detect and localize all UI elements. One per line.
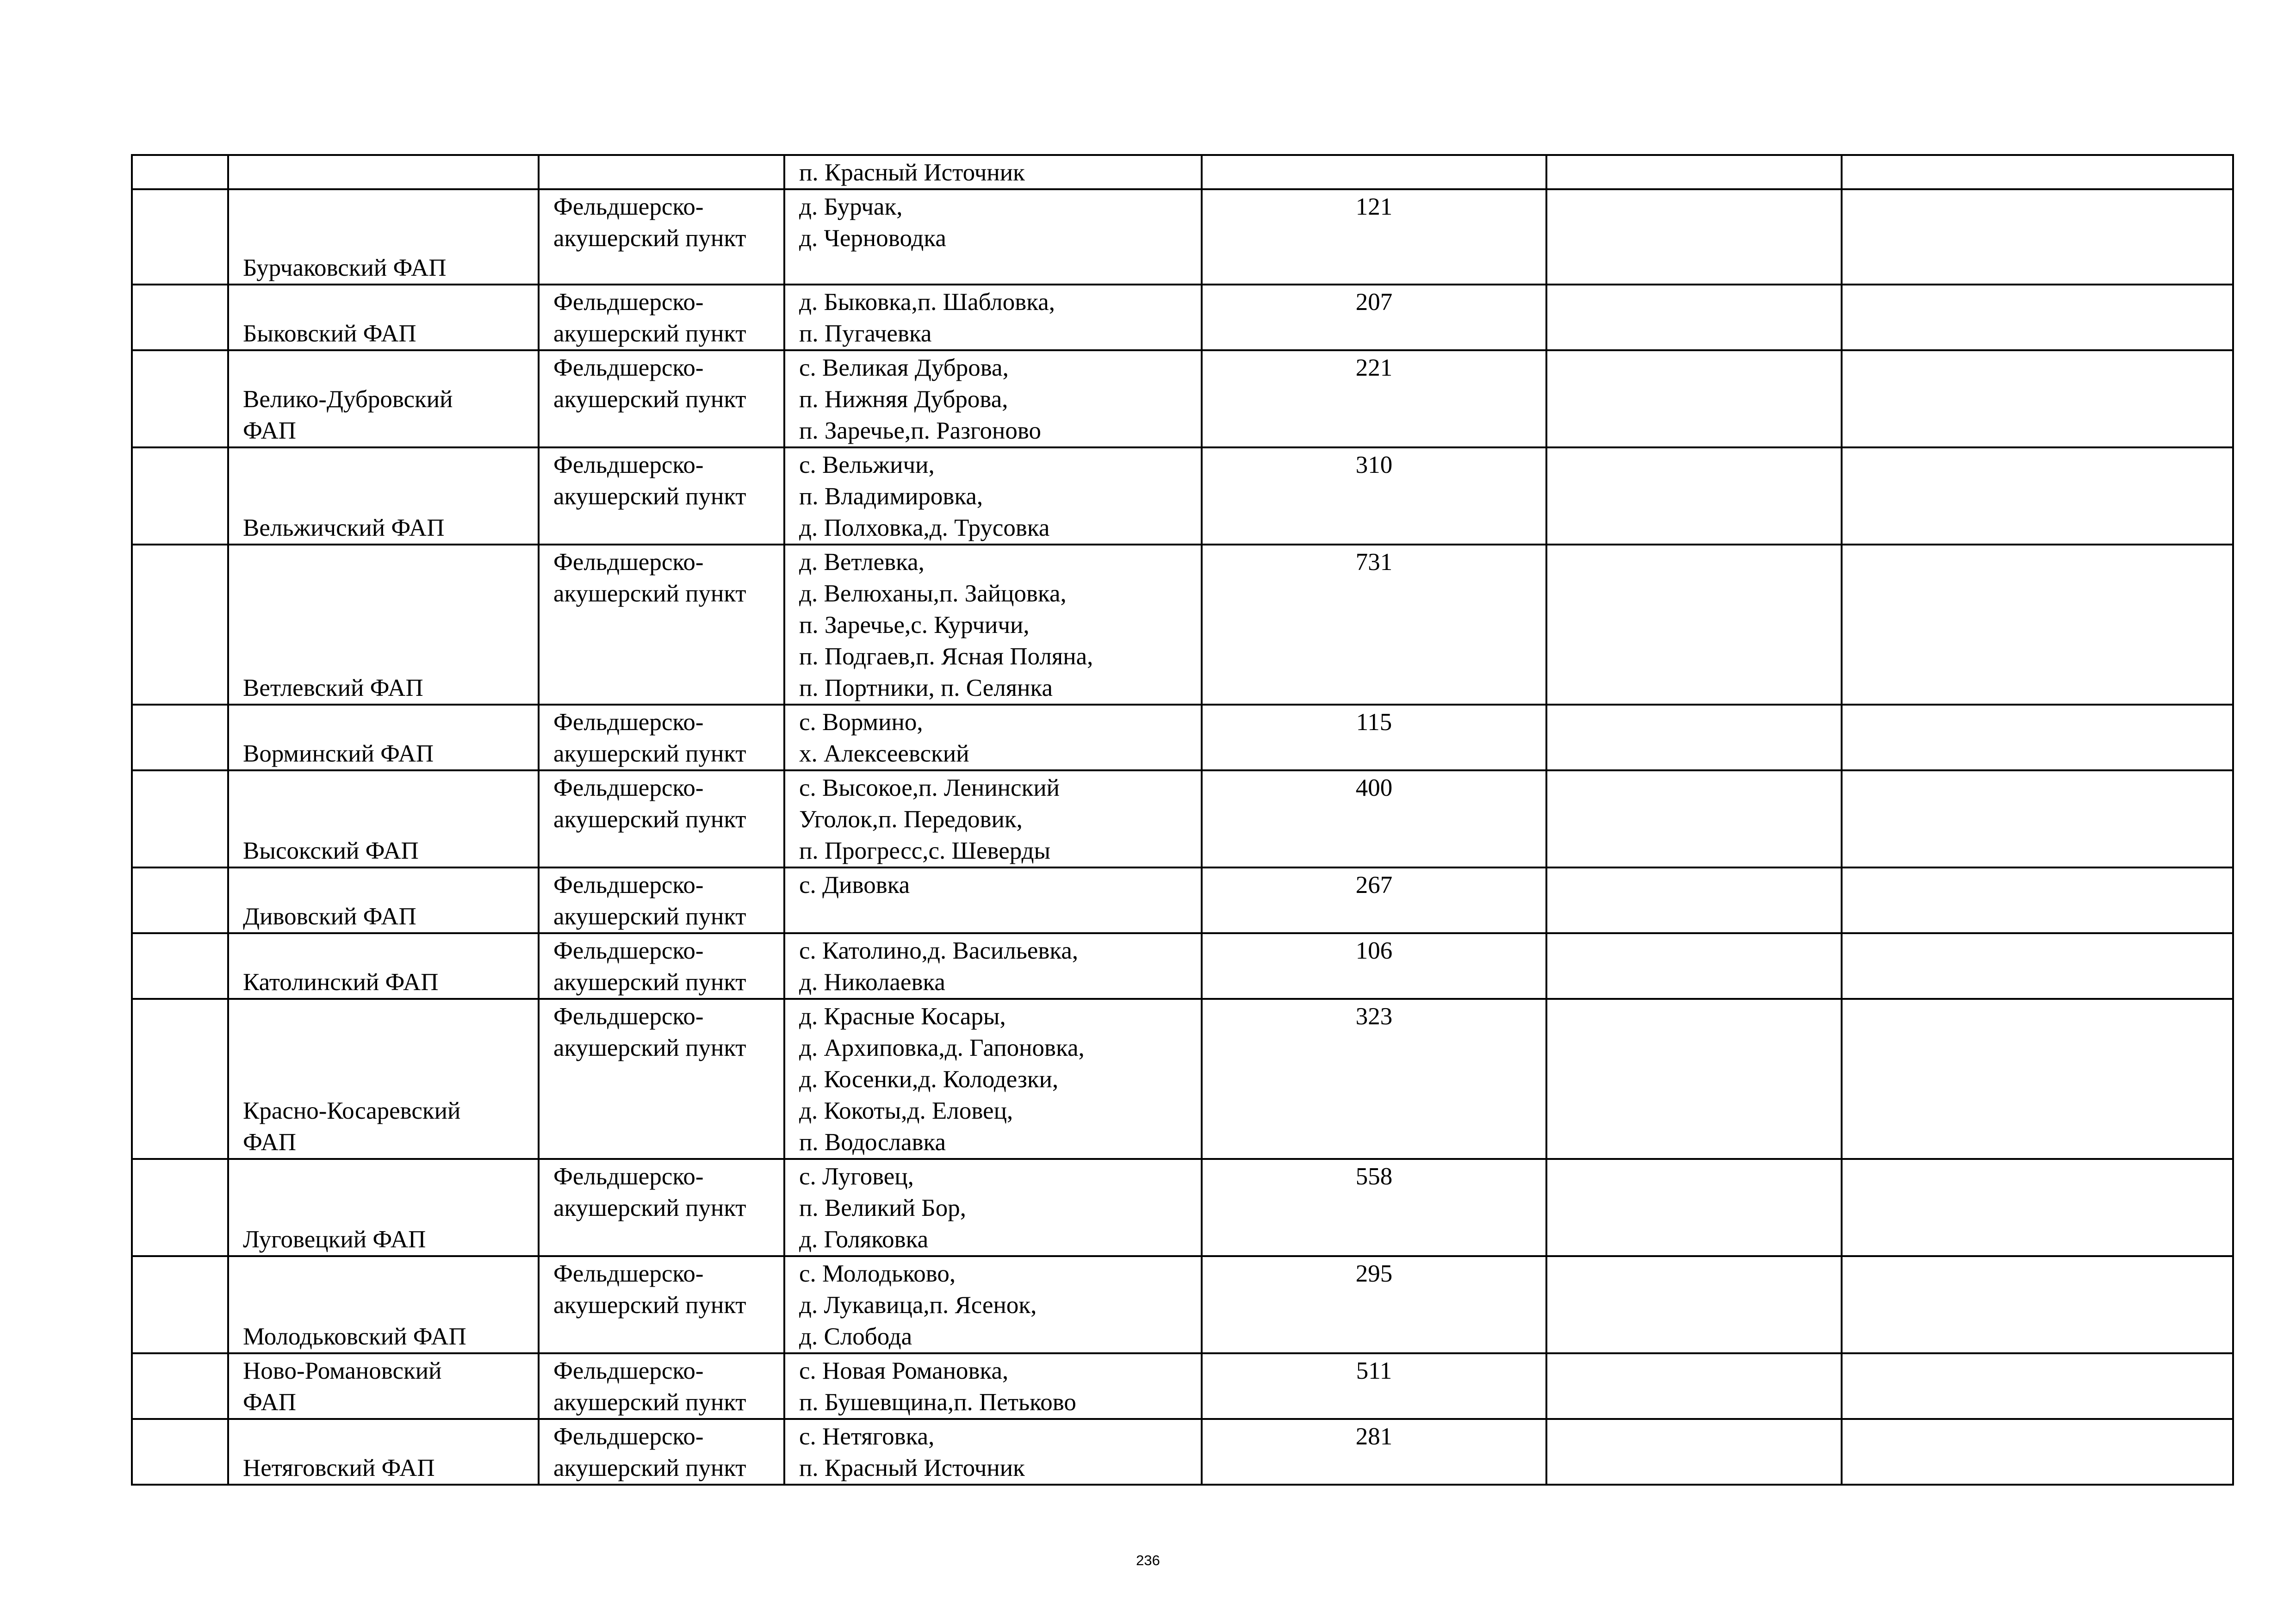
row-number-cell: [132, 1256, 228, 1353]
facility-type-cell: Фельдшерско- акушерский пункт: [539, 999, 784, 1159]
empty-cell: [1546, 447, 1842, 545]
table-row: [132, 705, 2233, 770]
table-row: [132, 285, 2233, 350]
row-number-cell: [132, 155, 228, 189]
empty-cell: [1842, 770, 2233, 867]
facility-name-cell: Высокский ФАП: [228, 770, 539, 867]
row-number-cell: [132, 285, 228, 350]
population-cell: 281: [1202, 1419, 1546, 1485]
population-cell: 115: [1202, 705, 1546, 770]
empty-cell: [1842, 1159, 2233, 1256]
facility-type-cell: Фельдшерско- акушерский пункт: [539, 933, 784, 999]
facility-name-cell: Луговецкий ФАП: [228, 1159, 539, 1256]
empty-cell: [1842, 1256, 2233, 1353]
settlements-cell: д. Красные Косары, д. Архиповка,д. Гапоновка, д. Косенки,д. Колодезки, д. Кокоты,д. Еловец, п. Водославка: [784, 999, 1202, 1159]
population-cell: 295: [1202, 1256, 1546, 1353]
population-cell: 207: [1202, 285, 1546, 350]
facility-name-cell: Католинский ФАП: [228, 933, 539, 999]
table-row: [132, 1256, 2233, 1353]
facility-name-cell: Красно-Косаревский ФАП: [228, 999, 539, 1159]
settlements-cell: с. Высокое,п. Ленинский Уголок,п. Передовик, п. Прогресс,с. Шеверды: [784, 770, 1202, 867]
facility-name-cell: Ново-Романовский ФАП: [228, 1353, 539, 1419]
population-cell: 323: [1202, 999, 1546, 1159]
empty-cell: [1842, 1353, 2233, 1419]
empty-cell: [1842, 867, 2233, 933]
facility-name-cell: Велико-Дубровский ФАП: [228, 350, 539, 447]
facility-type-cell: Фельдшерско- акушерский пункт: [539, 1256, 784, 1353]
empty-cell: [1546, 155, 1842, 189]
facility-type-cell: Фельдшерско- акушерский пункт: [539, 350, 784, 447]
population-cell: 310: [1202, 447, 1546, 545]
empty-cell: [1546, 1256, 1842, 1353]
row-number-cell: [132, 350, 228, 447]
row-number-cell: [132, 1159, 228, 1256]
facility-type-cell: Фельдшерско- акушерский пункт: [539, 1353, 784, 1419]
empty-cell: [1842, 155, 2233, 189]
facility-type-cell: Фельдшерско- акушерский пункт: [539, 447, 784, 545]
facility-type-cell: Фельдшерско- акушерский пункт: [539, 1159, 784, 1256]
facility-type-cell: Фельдшерско- акушерский пункт: [539, 705, 784, 770]
empty-cell: [1546, 1419, 1842, 1485]
empty-cell: [1546, 1159, 1842, 1256]
empty-cell: [1546, 705, 1842, 770]
row-number-cell: [132, 1419, 228, 1485]
population-cell: 221: [1202, 350, 1546, 447]
table-row: [132, 155, 2233, 189]
row-number-cell: [132, 1353, 228, 1419]
settlements-cell: д. Ветлевка, д. Велюханы,п. Зайцовка, п. Заречье,с. Курчичи, п. Подгаев,п. Ясная Поляна, п. Портники, п. Селянка: [784, 545, 1202, 705]
table-row: [132, 867, 2233, 933]
empty-cell: [1842, 1419, 2233, 1485]
empty-cell: [1546, 1353, 1842, 1419]
facility-type-cell: Фельдшерско- акушерский пункт: [539, 285, 784, 350]
empty-cell: [1546, 285, 1842, 350]
empty-cell: [1842, 189, 2233, 285]
page-number: 236: [1136, 1552, 1160, 1568]
table-row: [132, 770, 2233, 867]
table-row: [132, 189, 2233, 285]
population-cell: 106: [1202, 933, 1546, 999]
empty-cell: [1842, 933, 2233, 999]
empty-cell: [1546, 867, 1842, 933]
facility-type-cell: Фельдшерско- акушерский пункт: [539, 189, 784, 285]
empty-cell: [1546, 545, 1842, 705]
facilities-table: [131, 154, 2234, 1486]
table-row: [132, 1419, 2233, 1485]
facility-name-cell: Бурчаковский ФАП: [228, 189, 539, 285]
population-cell: 511: [1202, 1353, 1546, 1419]
settlements-cell: п. Красный Источник: [784, 155, 1202, 189]
facility-name-cell: Молодьковский ФАП: [228, 1256, 539, 1353]
facility-name-cell: Нетяговский ФАП: [228, 1419, 539, 1485]
facility-name-cell: Вельжичский ФАП: [228, 447, 539, 545]
empty-cell: [1842, 447, 2233, 545]
facility-type-cell: Фельдшерско- акушерский пункт: [539, 770, 784, 867]
facility-type-cell: Фельдшерско- акушерский пункт: [539, 1419, 784, 1485]
table-row: [132, 933, 2233, 999]
settlements-cell: д. Быковка,п. Шабловка, п. Пугачевка: [784, 285, 1202, 350]
table-row: [132, 999, 2233, 1159]
population-cell: [1202, 155, 1546, 189]
table-row: [132, 1353, 2233, 1419]
row-number-cell: [132, 867, 228, 933]
row-number-cell: [132, 705, 228, 770]
settlements-cell: с. Вельжичи, п. Владимировка, д. Полховка,д. Трусовка: [784, 447, 1202, 545]
settlements-cell: с. Католино,д. Васильевка, д. Николаевка: [784, 933, 1202, 999]
row-number-cell: [132, 933, 228, 999]
population-cell: 400: [1202, 770, 1546, 867]
empty-cell: [1842, 999, 2233, 1159]
row-number-cell: [132, 545, 228, 705]
table-row: [132, 350, 2233, 447]
settlements-cell: с. Великая Дуброва, п. Нижняя Дуброва, п. Заречье,п. Разгоново: [784, 350, 1202, 447]
settlements-cell: с. Луговец, п. Великий Бор, д. Голяковка: [784, 1159, 1202, 1256]
facility-name-cell: Ветлевский ФАП: [228, 545, 539, 705]
table-row: [132, 447, 2233, 545]
facility-type-cell: [539, 155, 784, 189]
table-row: [132, 1159, 2233, 1256]
empty-cell: [1842, 285, 2233, 350]
empty-cell: [1546, 999, 1842, 1159]
row-number-cell: [132, 770, 228, 867]
row-number-cell: [132, 999, 228, 1159]
population-cell: 731: [1202, 545, 1546, 705]
facility-type-cell: Фельдшерско- акушерский пункт: [539, 867, 784, 933]
row-number-cell: [132, 447, 228, 545]
empty-cell: [1546, 350, 1842, 447]
empty-cell: [1842, 545, 2233, 705]
row-number-cell: [132, 189, 228, 285]
facility-type-cell: Фельдшерско- акушерский пункт: [539, 545, 784, 705]
settlements-cell: с. Нетяговка, п. Красный Источник: [784, 1419, 1202, 1485]
settlements-cell: д. Бурчак, д. Черноводка: [784, 189, 1202, 285]
table-row: [132, 545, 2233, 705]
settlements-cell: с. Молодьково, д. Лукавица,п. Ясенок, д. Слобода: [784, 1256, 1202, 1353]
facility-name-cell: Дивовский ФАП: [228, 867, 539, 933]
settlements-cell: с. Дивовка: [784, 867, 1202, 933]
facility-name-cell: Ворминский ФАП: [228, 705, 539, 770]
population-cell: 121: [1202, 189, 1546, 285]
empty-cell: [1842, 350, 2233, 447]
population-cell: 558: [1202, 1159, 1546, 1256]
empty-cell: [1842, 705, 2233, 770]
settlements-cell: с. Вормино, х. Алексеевский: [784, 705, 1202, 770]
facility-name-cell: Быковский ФАП: [228, 285, 539, 350]
empty-cell: [1546, 189, 1842, 285]
settlements-cell: с. Новая Романовка, п. Бушевщина,п. Петьково: [784, 1353, 1202, 1419]
population-cell: 267: [1202, 867, 1546, 933]
empty-cell: [1546, 770, 1842, 867]
facility-name-cell: [228, 155, 539, 189]
empty-cell: [1546, 933, 1842, 999]
